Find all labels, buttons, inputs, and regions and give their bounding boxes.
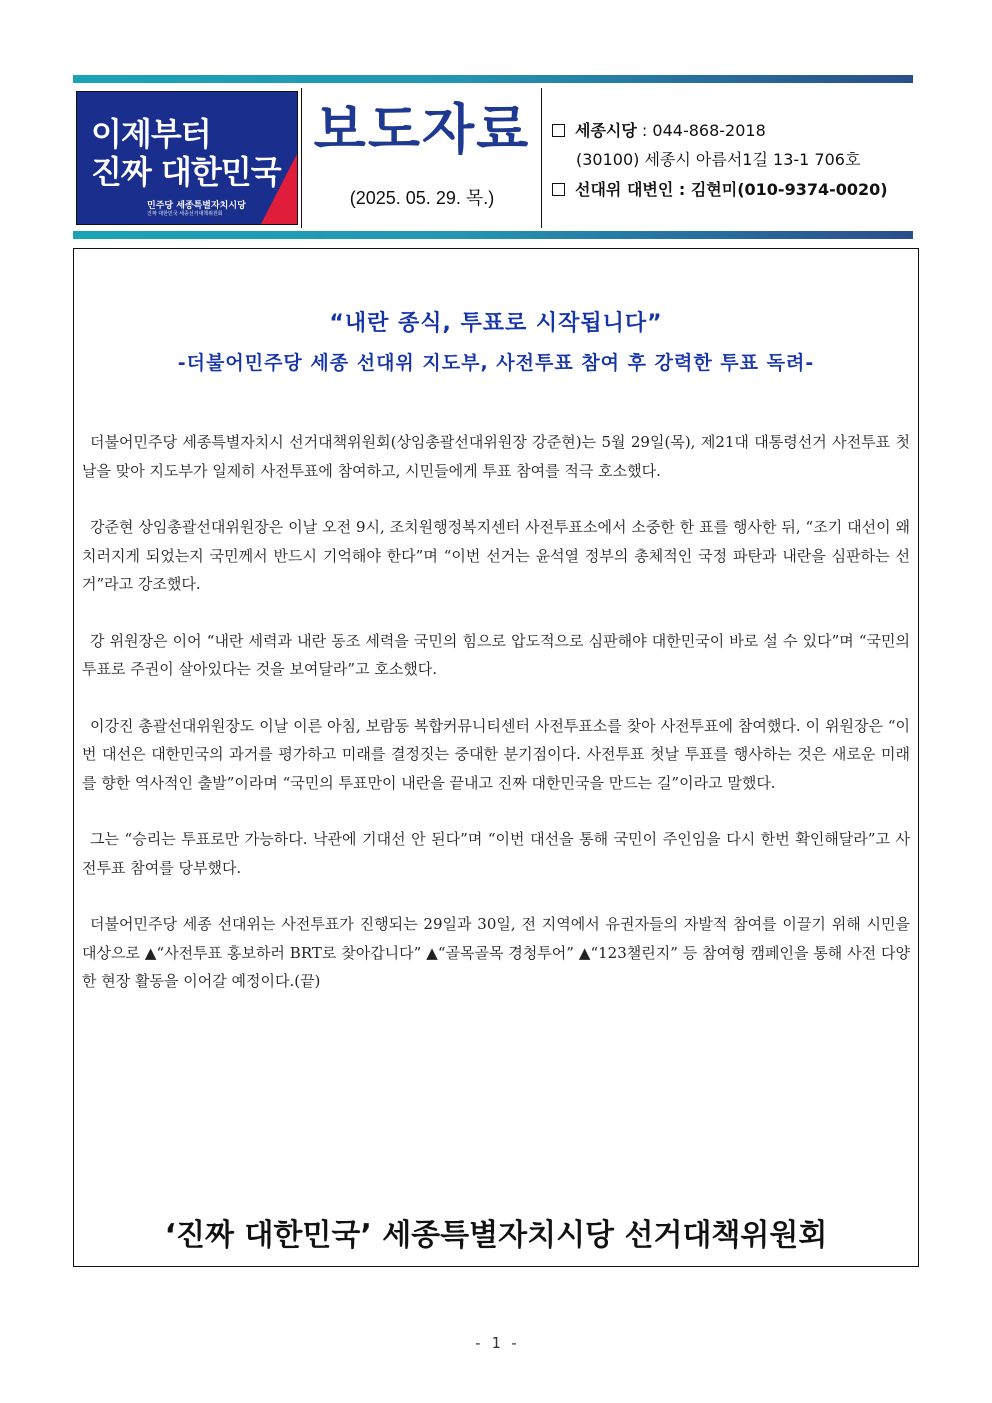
article-subheadline: -더불어민주당 세종 선대위 지도부, 사전투표 참여 후 강력한 투표 독려- xyxy=(177,352,815,374)
contact-spokesperson xyxy=(552,177,888,200)
campaign-logo xyxy=(76,91,298,225)
logo-party-subtitle: 진짜 대한민국 세종선거대책위원회 xyxy=(147,211,223,217)
header-top-bar xyxy=(73,75,913,83)
logo-slogan-line2: 진짜 대한민국 xyxy=(91,153,281,191)
article-paragraph: 이강진 총괄선대위원장도 이날 이른 아침, 보람동 복합커뮤니티센터 사전투표소를 찾아 사전투표에 참여했다. 이 위원장은 “이번 대선은 대한민국의 과거를 평가하고 미래를 결정짓는 중대한 분기점이다. 사전투표 첫날 투표를 행사하는 것은 새로운 미래를 향한 역사적인 출발”이라며 “국민의 투표만이 내란을 끝내고 진짜 대한민국을 만드는 길”이라고 말했다. xyxy=(82,716,910,792)
checkbox-icon xyxy=(552,124,565,137)
page-number: - 1 - xyxy=(473,1334,519,1352)
contact-address: (30100) 세종시 아름서1길 13-1 706호 xyxy=(576,150,861,169)
office-phone: : 044-868-2018 xyxy=(641,121,766,140)
document-date: (2025. 05. 29. 목.) xyxy=(349,188,495,208)
logo-party-name: 민주당 세종특별자치시당 xyxy=(147,201,246,211)
article-paragraph: 그는 “승리는 투표로만 가능하다. 낙관에 기대선 안 된다”며 “이번 대선을 통해 국민이 주인임을 다시 한번 확인해달라”고 사전투표 참여를 당부했다. xyxy=(82,830,910,877)
header-divider-left xyxy=(301,88,302,228)
article-headline: “내란 종식, 투표로 시작됩니다” xyxy=(329,311,663,336)
issuer-signature: ‘진짜 대한민국’ 세종특별자치시당 선거대책위원회 xyxy=(164,1218,828,1253)
article-body xyxy=(82,428,910,1024)
header-divider-right xyxy=(541,88,542,228)
article-paragraph: 더불어민주당 세종 선대위는 사전투표가 진행되는 29일과 30일, 전 지역에서 유권자들의 자발적 참여를 이끌기 위해 시민을 대상으로 ▲“사전투표 홍보하러 BRT로 찾아갑니다” ▲“골목골목 경청투어” ▲“123챌린지” 등 참여형 캠페인을 통해 사전 다양한 현장 활동을 이어갈 예정이다.(끝) xyxy=(82,915,910,990)
contact-office xyxy=(552,118,766,141)
article-paragraph: 더불어민주당 세종특별자치시 선거대책위원회(상임총괄선대위원장 강준현)는 5월 29일(목), 제21대 대통령선거 사전투표 첫날을 맞아 지도부가 일제히 사전투표에 참여하고, 시민들에게 투표 참여를 적극 호소했다. xyxy=(82,433,910,480)
article-paragraph: 강준현 상임총괄선대위원장은 이날 오전 9시, 조치원행정복지센터 사전투표소에서 소중한 한 표를 행사한 뒤, “조기 대선이 왜 치러지게 되었는지 국민께서 반드시 기억해야 한다”며 “이번 선거는 윤석열 정부의 총체적인 국정 파탄과 내란을 심판하는 선거”라고 강조했다. xyxy=(82,518,910,593)
spokesperson-label: 선대위 대변인 : 김현미(010-9374-0020) xyxy=(575,180,888,199)
article-paragraph: 강 위원장은 이어 “내란 세력과 내란 동조 세력을 국민의 힘으로 압도적으로 심판해야 대한민국이 바로 설 수 있다”며 “국민의 투표로 주권이 살아있다는 것을 보여달라”고 호소했다. xyxy=(82,631,910,678)
logo-slogan-line1: 이제부터 xyxy=(91,115,211,153)
document-title: 보도자료 xyxy=(313,98,531,161)
header-bottom-bar xyxy=(73,231,913,239)
office-label: 세종시당 xyxy=(575,121,637,140)
checkbox-icon xyxy=(552,183,565,196)
